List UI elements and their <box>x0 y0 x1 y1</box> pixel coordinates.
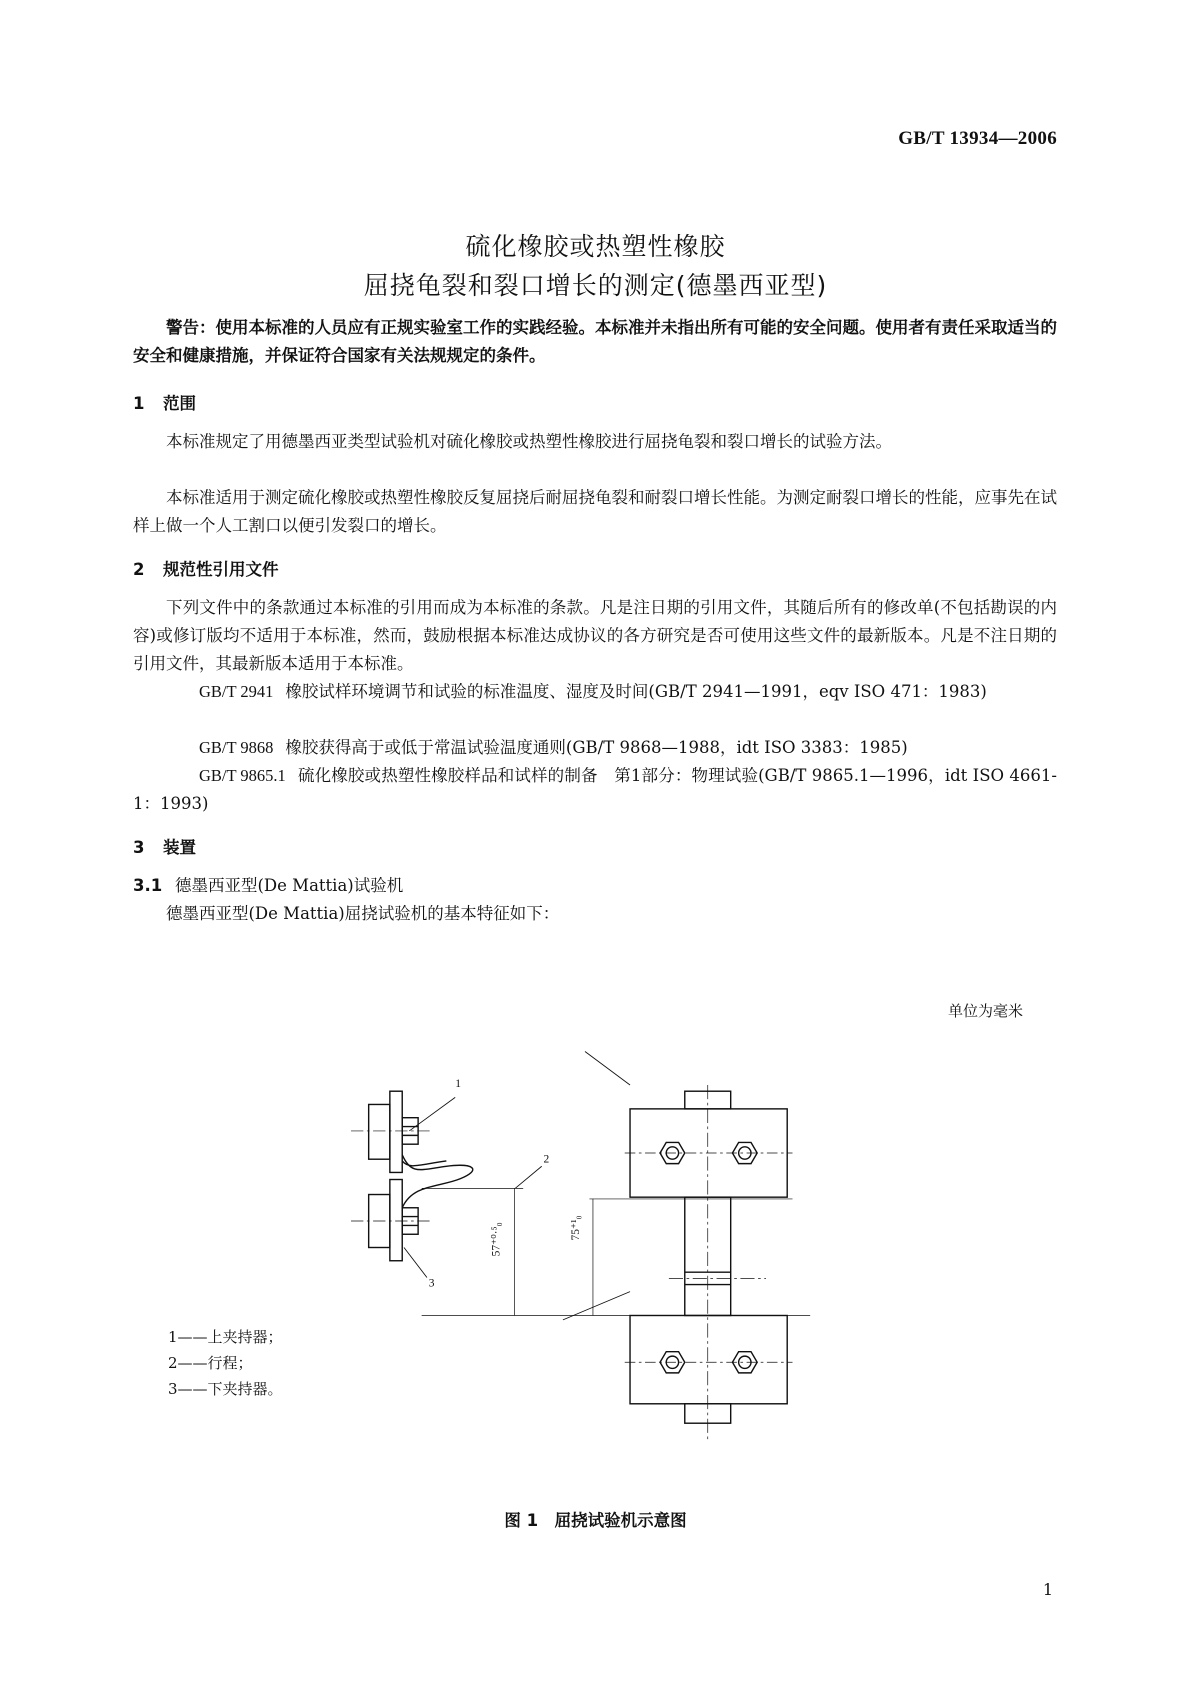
section-1-heading <box>133 390 196 414</box>
warning-paragraph: 警告：使用本标准的人员应有正规实验室工作的实践经验。本标准并未指出所有可能的安全问题。使用者有责任采取适当的安全和健康措施，并保证符合国家有关法规规定的条件。 <box>133 318 1057 365</box>
reference-code: GB/T 9865.1 <box>199 766 286 785</box>
reference-text: 橡胶获得高于或低于常温试验温度通则(GB/T 9868—1988，idt ISO 3383：1985) <box>285 738 908 757</box>
section-title: 装置 <box>163 838 196 857</box>
standard-number: GB/T 13934—2006 <box>898 128 1057 149</box>
lower-clamp-front-view <box>630 1315 787 1423</box>
subsection-intro: 德墨西亚型(De Mattia)屈挠试验机的基本特征如下： <box>166 904 560 923</box>
flex-tester-diagram <box>320 1040 850 1455</box>
dimension-stroke: 57⁺⁰·⁵₀ <box>490 1222 503 1257</box>
section-2-heading <box>133 556 279 580</box>
reference-item <box>133 678 1057 706</box>
callout-3: 3 <box>428 1277 435 1290</box>
subsection-number: 3.1 <box>133 876 163 895</box>
figure-caption: 图 1 屈挠试验机示意图 <box>504 1511 687 1530</box>
callout-2: 2 <box>543 1153 550 1166</box>
section-title: 规范性引用文件 <box>163 560 279 579</box>
section-number: 2 <box>133 560 145 579</box>
lower-clamp-side-view <box>369 1180 418 1261</box>
legend-item-2: 2——行程； <box>168 1354 253 1372</box>
legend-item-1: 1——上夹持器； <box>168 1328 283 1346</box>
upper-clamp-side-view <box>369 1091 418 1172</box>
unit-note: 单位为毫米 <box>947 1002 1023 1020</box>
section-1-paragraph-1: 本标准规定了用德墨西亚类型试验机对硫化橡胶或热塑性橡胶进行屈挠龟裂和裂口增长的试验方法。 <box>166 432 892 451</box>
dimension-gap: 75⁺¹₀ <box>569 1215 582 1241</box>
reference-item <box>133 734 1057 762</box>
section-2-paragraph-1: 下列文件中的条款通过本标准的引用而成为本标准的条款。凡是注日期的引用文件，其随后所有的修改单(不包括勘误的内容)或修订版均不适用于本标准，然而，鼓励根据本标准达成协议的各方研究是否可使用这些文件的最新版本。凡是不注日期的引用文件，其最新版本适用于本标准。 <box>133 598 1057 673</box>
title-line-1: 硫化橡胶或热塑性橡胶 <box>465 232 726 261</box>
section-number: 1 <box>133 394 145 413</box>
callout-1: 1 <box>455 1077 461 1090</box>
reference-item <box>133 762 1057 818</box>
reference-text: 硫化橡胶或热塑性橡胶样品和试样的制备 第1部分：物理试验(GB/T 9865.1—1996，idt ISO 4661-1：1993) <box>133 766 1057 813</box>
section-1-paragraph-2: 本标准适用于测定硫化橡胶或热塑性橡胶反复屈挠后耐屈挠龟裂和耐裂口增长性能。为测定耐裂口增长的性能，应事先在试样上做一个人工割口以便引发裂口的增长。 <box>133 488 1057 535</box>
subsection-3-1 <box>133 872 403 896</box>
reference-code: GB/T 2941 <box>199 682 274 701</box>
section-number: 3 <box>133 838 145 857</box>
reference-text: 橡胶试样环境调节和试验的标准温度、湿度及时间(GB/T 2941—1991，eqv ISO 471：1983) <box>285 682 987 701</box>
section-title: 范围 <box>163 394 196 413</box>
title-line-2: 屈挠龟裂和裂口增长的测定(德墨西亚型) <box>363 271 828 300</box>
subsection-title: 德墨西亚型(De Mattia)试验机 <box>175 876 404 895</box>
legend-item-3: 3——下夹持器。 <box>168 1380 283 1398</box>
reference-code: GB/T 9868 <box>199 738 274 757</box>
section-3-heading <box>133 834 196 858</box>
page-number: 1 <box>1042 1580 1053 1599</box>
upper-clamp-front-view <box>630 1091 787 1315</box>
